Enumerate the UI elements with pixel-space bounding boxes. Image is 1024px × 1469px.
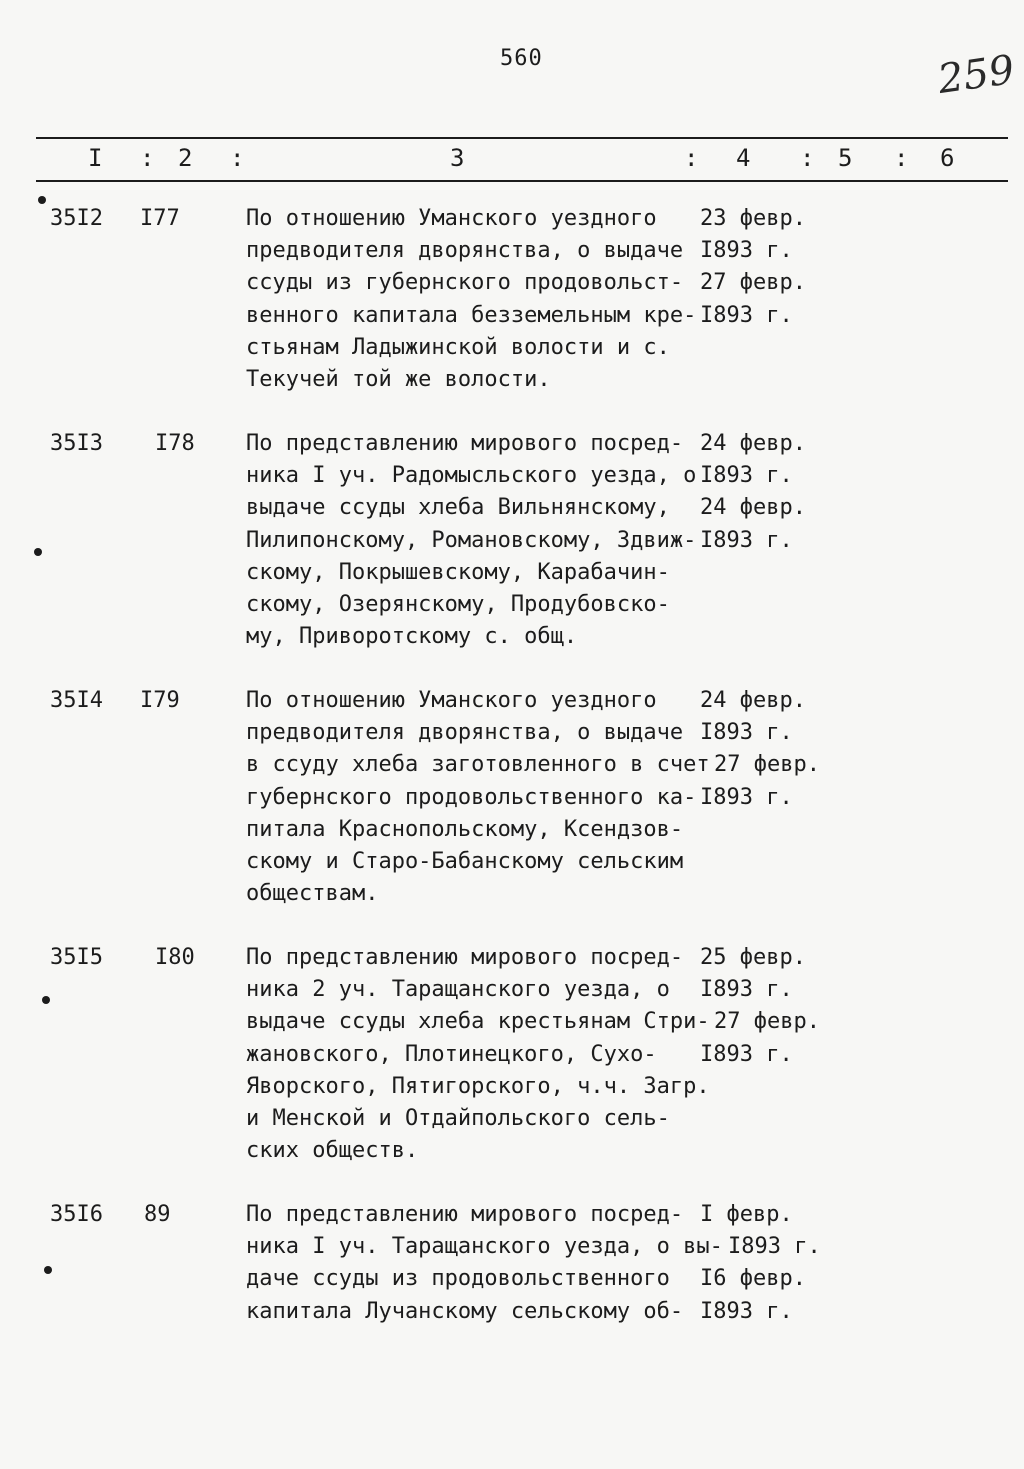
date-line: 24 февр. (700, 431, 806, 456)
description-line: предводителя дворянства, о выдаче (246, 720, 684, 746)
description-line: По представлению мирового посред- (246, 431, 684, 456)
date-line: 24 февр. (700, 688, 806, 713)
header-separator: : (800, 144, 815, 172)
header-separator: : (140, 144, 155, 172)
date-line: I893 г. (700, 463, 793, 489)
entry-number: 35I4 (50, 688, 103, 713)
description-line: даче ссуды из продовольственного (246, 1266, 670, 1292)
description-line: Текучей той же волости. (246, 367, 551, 393)
page-number: 560 (500, 46, 543, 71)
entry-number: 35I2 (50, 206, 103, 231)
description-line: По представлению мирового посред- (246, 945, 684, 970)
date-line: 23 февр. (700, 206, 806, 231)
header-col-4: 4 (736, 144, 751, 172)
description-line: выдаче ссуды хлеба Вильнянскому, (246, 495, 670, 521)
description-line: стьянам Ладыжинской волости и с. (246, 334, 670, 360)
entry-old-number: I77 (140, 206, 180, 231)
header-separator: : (230, 144, 245, 172)
entry-old-number: I80 (155, 945, 195, 970)
entry-description (246, 685, 710, 910)
description-line: скому, Озерянскому, Продубовско- (246, 592, 670, 618)
header-rule-top (36, 137, 1008, 139)
description-line: жановского, Плотинецкого, Сухо- (246, 1041, 657, 1067)
entry-description (246, 942, 710, 1167)
entry-number: 35I5 (50, 945, 103, 970)
entry-description (246, 1199, 723, 1328)
header-col-6: 6 (940, 144, 955, 172)
date-line: 27 февр. (714, 1009, 820, 1035)
date-line: I6 февр. (700, 1266, 806, 1292)
description-line: в ссуду хлеба заготовленного в счет (246, 752, 710, 778)
description-line: капитала Лучанскому сельскому об- (246, 1298, 684, 1324)
date-line: I893 г. (700, 238, 793, 264)
date-line: I февр. (700, 1202, 793, 1227)
date-line: 27 февр. (700, 270, 806, 296)
description-line: венного капитала безземельным кре- (246, 302, 697, 328)
header-col-1: I (88, 144, 103, 172)
header-col-5: 5 (838, 144, 853, 172)
description-line: питала Краснопольскому, Ксендзов- (246, 816, 684, 842)
date-line: I893 г. (700, 720, 793, 746)
entry-number: 35I3 (50, 431, 103, 456)
date-line: I893 г. (700, 1041, 793, 1067)
entry-old-number: 89 (144, 1202, 171, 1227)
description-line: губернского продовольственного ка- (246, 784, 697, 810)
date-line: 27 февр. (714, 752, 820, 778)
header-separator: : (894, 144, 909, 172)
margin-dot (38, 196, 46, 204)
description-line: По отношению Уманского уездного (246, 206, 657, 231)
entry-old-number: I79 (140, 688, 180, 713)
margin-dot (34, 548, 42, 556)
description-line: По представлению мирового посред- (246, 1202, 684, 1227)
entry-description (246, 428, 706, 653)
description-line: Яворского, Пятигорского, ч.ч. Загр. (246, 1073, 710, 1099)
header-col-3: 3 (450, 144, 465, 172)
margin-dot (44, 1266, 52, 1274)
date-line: I893 г. (728, 1234, 821, 1260)
description-line: ских обществ. (246, 1138, 419, 1164)
date-line: 25 февр. (700, 945, 806, 970)
header-col-2: 2 (178, 144, 193, 172)
entry-number: 35I6 (50, 1202, 103, 1227)
description-line: и Менской и Отдайпольского сель- (246, 1106, 670, 1132)
description-line: ника I уч. Радомысльского уезда, о (246, 463, 697, 489)
date-line: I893 г. (700, 527, 793, 553)
entry-dates (700, 203, 840, 332)
description-line: По отношению Уманского уездного (246, 688, 657, 713)
description-line: му, Приворотскому с. общ. (246, 624, 578, 650)
description-line: выдаче ссуды хлеба крестьянам Стри- (246, 1009, 710, 1035)
date-line: I893 г. (700, 1298, 793, 1324)
entry-description (246, 203, 706, 396)
entry-dates (700, 1199, 840, 1328)
description-line: предводителя дворянства, о выдаче (246, 238, 684, 264)
sheet-number: 259 (935, 46, 1018, 104)
date-line: I893 г. (700, 784, 793, 810)
description-line: скому, Покрышевскому, Карабачин- (246, 559, 670, 585)
entry-old-number: I78 (155, 431, 195, 456)
description-line: ника 2 уч. Таращанского уезда, о (246, 977, 670, 1003)
date-line: 24 февр. (700, 495, 806, 521)
entry-dates (700, 942, 840, 1071)
entry-dates (700, 428, 840, 557)
description-line: Пилипонскому, Романовскому, Здвиж- (246, 527, 697, 553)
description-line: обществам. (246, 881, 379, 907)
description-line: ссуды из губернского продовольст- (246, 270, 684, 296)
header-rule-bottom (36, 180, 1008, 182)
margin-dot (42, 996, 50, 1004)
date-line: I893 г. (700, 977, 793, 1003)
description-line: ника I уч. Таращанского уезда, о вы- (246, 1234, 723, 1260)
entry-dates (700, 685, 840, 814)
description-line: скому и Старо-Бабанскому сельским (246, 849, 684, 875)
header-separator: : (684, 144, 699, 172)
date-line: I893 г. (700, 302, 793, 328)
